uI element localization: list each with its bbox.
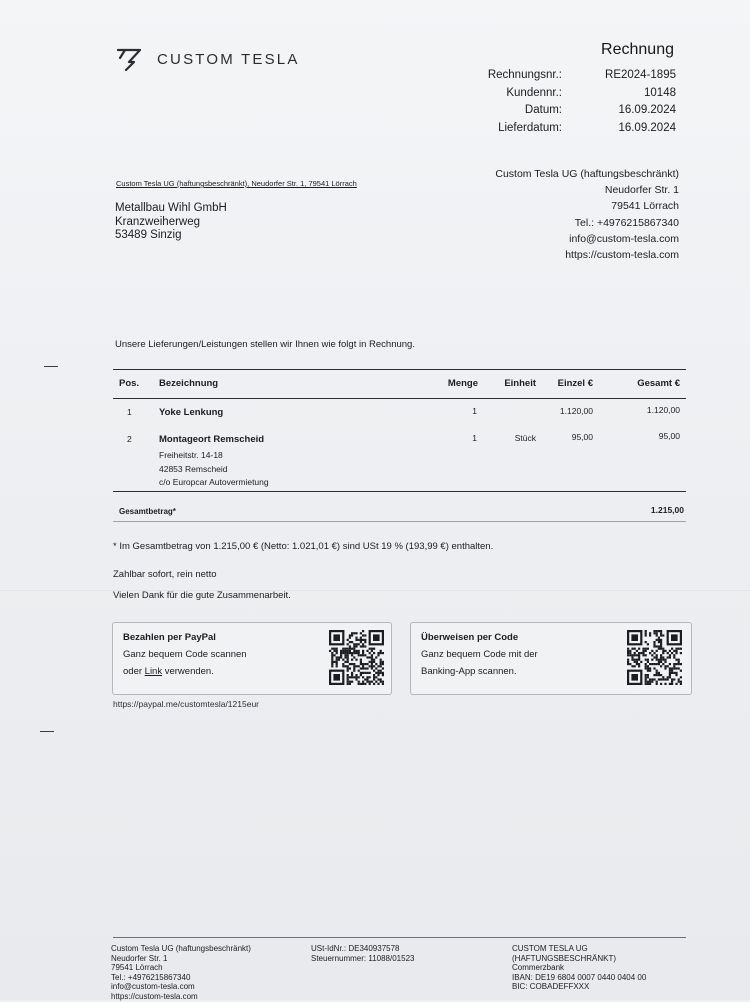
- recipient-line: 53489 Sinzig: [115, 229, 182, 241]
- footer-company: [111, 944, 251, 1002]
- tesla-logo-icon: [115, 46, 145, 72]
- header-total: Gesamt €: [637, 378, 680, 389]
- paypal-link[interactable]: Link: [144, 666, 163, 677]
- recipient-line: Kranzweiherweg: [115, 215, 201, 228]
- row-total: 1.120,00: [646, 405, 680, 415]
- row-quantity: 1: [472, 406, 477, 416]
- table-top-rule: [113, 369, 686, 370]
- meta-value-invoice-number: RE2024-1895: [605, 69, 676, 81]
- row-detail-line: 42853 Remscheid: [159, 463, 228, 474]
- logo-text: CUSTOM TESLA: [157, 50, 300, 68]
- row-description: Yoke Lenkung: [159, 407, 224, 418]
- sender-line: https://custom-tesla.com: [565, 249, 679, 262]
- meta-label-invoice-number: Rechnungsnr.:: [487, 69, 562, 81]
- total-underline: [113, 521, 686, 522]
- header-unit: Einheit: [504, 378, 536, 389]
- fold-mark: [40, 731, 54, 732]
- footer-bank: [512, 944, 646, 992]
- footer-line: info@custom-tesla.com: [111, 982, 195, 992]
- transfer-line-2: Banking-App scannen.: [421, 666, 517, 677]
- footer-line: CUSTOM TESLA UG: [512, 944, 588, 953]
- row-total: 95,00: [658, 431, 680, 441]
- footer-line: Commerzbank: [512, 963, 565, 973]
- row-detail-line: c/o Europcar Autovermietung: [159, 477, 269, 487]
- footer-line: 79541 Lörrach: [111, 963, 163, 973]
- footer-line: Tel.: +4976215867340: [111, 972, 191, 982]
- row-pos: 1: [127, 407, 132, 417]
- document-title: Rechnung: [601, 41, 674, 58]
- paypal-title: Bezahlen per PayPal: [123, 632, 216, 643]
- intro-text: Unsere Lieferungen/Leistungen stellen wir Ihnen wie folgt in Rechnung.: [115, 339, 415, 350]
- recipient-address: [115, 202, 227, 243]
- row-details: [159, 449, 269, 490]
- meta-label-date: Datum:: [524, 104, 562, 116]
- footer-line: Custom Tesla UG (haftungsbeschränkt): [111, 944, 251, 953]
- transfer-line-1: Ganz bequem Code mit der: [421, 649, 538, 660]
- table-bottom-rule: [113, 491, 686, 492]
- invoice-meta-values: [605, 67, 676, 137]
- giro-qr-code-icon[interactable]: [627, 630, 682, 685]
- footer-line: (HAFTUNGSBESCHRÄNKT): [512, 953, 617, 963]
- row-unit: Stück: [514, 433, 536, 443]
- sender-line: 79541 Lörrach: [611, 200, 679, 213]
- meta-label-delivery-date: Lieferdatum:: [498, 121, 562, 134]
- meta-value-delivery-date: 16.09.2024: [618, 121, 676, 134]
- sender-line: Neudorfer Str. 1: [604, 184, 679, 197]
- sender-line: Tel.: +4976215867340: [574, 216, 679, 229]
- paypal-qr-code-icon[interactable]: [329, 630, 384, 685]
- footer-line: BIC: COBADEFFXXX: [512, 982, 590, 992]
- tax-note: * Im Gesamtbetrag von 1.215,00 € (Netto: 1.021,01 €) sind USt 19 % (193,99 €) enthalten.: [113, 541, 494, 552]
- transfer-payment-box: [410, 622, 692, 695]
- thanks-text: Vielen Dank für die gute Zusammenarbeit.: [113, 590, 291, 601]
- header-quantity: Menge: [447, 378, 478, 389]
- row-unit-price: 1.120,00: [559, 406, 593, 416]
- paypal-line-1: Ganz bequem Code scannen: [123, 649, 247, 660]
- footer-line: Neudorfer Str. 1: [111, 953, 168, 963]
- table-header-rule: [113, 398, 686, 399]
- header-description: Bezeichnung: [159, 378, 219, 389]
- row-quantity: 1: [472, 433, 477, 443]
- meta-value-customer-number: 10148: [644, 86, 676, 99]
- fold-mark: [44, 366, 58, 367]
- recipient-line: Metallbau Wihl GmbH: [115, 202, 227, 214]
- row-unit-price: 95,00: [571, 432, 593, 442]
- sender-line: Custom Tesla UG (haftungsbeschränkt): [495, 168, 679, 180]
- header-unit-price: Einzel €: [557, 378, 593, 389]
- sender-line: info@custom-tesla.com: [569, 232, 679, 245]
- paypal-line-2-suffix: verwenden.: [162, 666, 214, 677]
- footer-rule: [113, 937, 686, 938]
- meta-label-customer-number: Kundennr.:: [506, 86, 562, 99]
- paypal-line-2-prefix: oder: [123, 666, 145, 677]
- meta-value-date: 16.09.2024: [618, 104, 676, 116]
- invoice-meta-labels: [488, 67, 562, 137]
- sender-address: [495, 166, 679, 263]
- header-pos: Pos.: [119, 378, 140, 389]
- return-address: Custom Tesla UG (haftungsbeschränkt), Neudorfer Str. 1, 79541 Lörrach: [116, 179, 357, 188]
- paypal-line-2: [123, 666, 214, 677]
- footer-line: IBAN: DE19 6804 0007 0440 0404 00: [512, 972, 647, 982]
- transfer-title: Überweisen per Code: [421, 632, 519, 643]
- total-value: 1.215,00: [650, 505, 684, 515]
- paypal-payment-box: [112, 622, 392, 695]
- footer-line: Steuernummer: 11088/01523: [311, 953, 415, 963]
- row-pos: 2: [127, 434, 132, 444]
- row-description: Montageort Remscheid: [159, 434, 265, 445]
- footer-line: https://custom-tesla.com: [111, 991, 198, 1001]
- company-logo: [115, 46, 300, 72]
- footer-tax: [311, 944, 414, 963]
- paypal-url[interactable]: https://paypal.me/customtesla/1215eur: [113, 699, 259, 709]
- footer-line: USt-IdNr.: DE340937578: [311, 944, 400, 953]
- payment-terms: Zahlbar sofort, rein netto: [113, 569, 217, 580]
- row-detail-line: Freiheitstr. 14-18: [159, 450, 223, 460]
- total-label: Gesamtbetrag*: [119, 507, 176, 516]
